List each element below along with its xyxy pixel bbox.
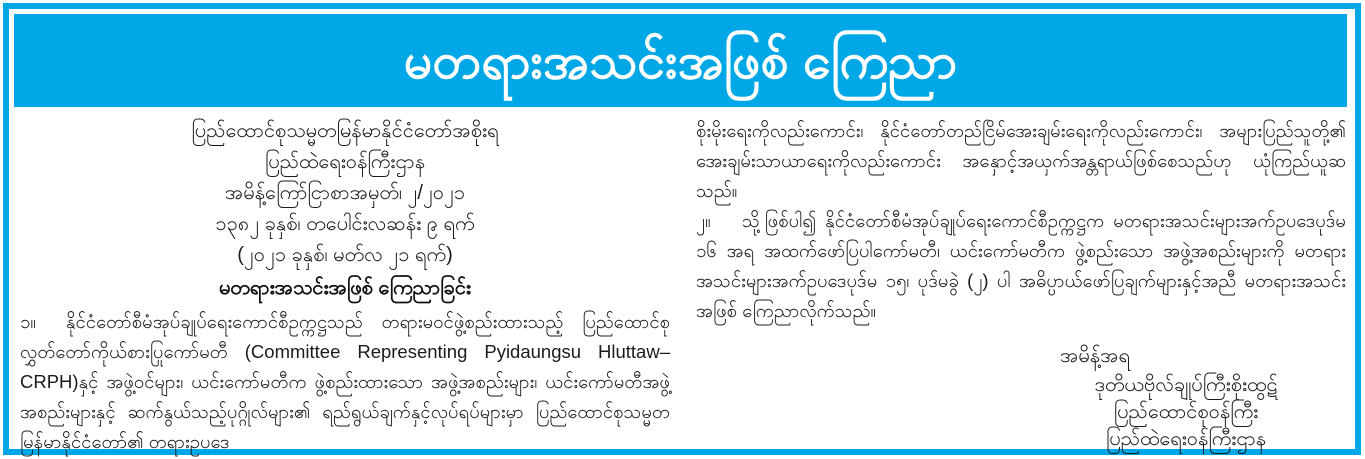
signatory-name: ဒုတိယဗိုလ်ချုပ်ကြီးစိုးထွဋ် xyxy=(1094,374,1278,396)
paragraph-1-number: ၁။ xyxy=(20,311,37,332)
gregorian-date-line: (၂၀၂၁ ခုနှစ်၊ မတ်လ ၂၁ ရက်) xyxy=(237,244,453,266)
subject-title: မတရားအသင်းအဖြစ် ကြေညာခြင်း xyxy=(218,277,472,299)
right-column xyxy=(696,116,1346,450)
signatory-ministry: ပြည်ထဲရေးဝန်ကြီးဌာန xyxy=(1105,428,1267,450)
headline-title: မတရားအသင်းအဖြစ် ကြေညာ xyxy=(403,32,958,89)
paragraph-2 xyxy=(696,206,1346,326)
by-order-label: အမိန့်အရ xyxy=(1060,345,1130,367)
ministry-name-line: ပြည်ထဲရေးဝန်ကြီးဌာန xyxy=(264,151,426,173)
government-name-line: ပြည်ထောင်စုသမ္မတမြန်မာနိုင်ငံတော်အစိုးရ xyxy=(191,120,499,142)
order-number-line: အမိန့်ကြော်ငြာစာအမှတ်၊ ၂/၂၀၂၁ xyxy=(224,182,466,204)
paragraph-1-continuation xyxy=(696,116,1346,206)
paragraph-1 xyxy=(20,307,670,457)
paragraph-1-text: နိုင်ငံတော်စီမံအုပ်ချုပ်ရေးကောင်စီဥက္ကဋ္ဌသည် တရားမဝင်ဖွဲ့စည်းထားသည့် ပြည်ထောင်စုလွှတ်တော်ကိုယ်စားပြုကော်မတီ (Committee Representing Pyidaungsu Hluttaw–CRPH)နှင့် အဖွဲ့ဝင်များ၊ ယင်းကော်မတီက ဖွဲ့စည်းထားသော အဖွဲ့အစည်းများ၊ ယင်းကော်မတီအဖွဲ့အစည်းများနှင့် ဆက်နွယ်သည့်ပုဂ္ဂိုလ်များ၏ ရည်ရွယ်ချက်နှင့်လုပ်ရပ်များမှာ ပြည်ထောင်စုသမ္မတမြန်မာနိုင်ငံတော်၏ တရားဥပဒေ xyxy=(20,311,670,452)
paragraph-2-number: ၂။ xyxy=(696,210,711,231)
signatory-title: ပြည်ထောင်စုဝန်ကြီး xyxy=(1113,401,1259,423)
paragraph-1-continuation-text: စိုးမိုးရေးကိုလည်းကောင်း၊ နိုင်ငံတော်တည်ငြိမ်အေးချမ်းရေးကိုလည်းကောင်း၊ အများပြည်သူတို့၏ အေးချမ်းသာယာရေးကိုလည်းကောင်း အနှောင့်အယှက်အန္တရာယ်ဖြစ်စေသည်ဟု ယုံကြည်ယူဆသည်။ xyxy=(696,120,1346,201)
headline-banner xyxy=(14,14,1347,107)
letterhead-block xyxy=(20,116,670,271)
document-columns xyxy=(20,116,1347,452)
paragraph-2-text: သို့ဖြစ်ပါ၍ နိုင်ငံတော်စီမံအုပ်ချုပ်ရေးကောင်စီဥက္ကဋ္ဌက မတရားအသင်းများအက်ဥပဒေပုဒ်မ ၁၆ အရ အထက်ဖော်ပြပါကော်မတီ၊ ယင်းကော်မတီက ဖွဲ့စည်းသော အဖွဲ့အစည်းများကို မတရားအသင်းများအက်ဥပဒေပုဒ်မ ၁၅၊ ပုဒ်မခွဲ (၂) ပါ အဓိပ္ပာယ်ဖော်ပြချက်များနှင့်အညီ မတရားအသင်းအဖြစ် ကြေညာလိုက်သည်။ xyxy=(696,210,1346,321)
myanmar-date-line: ၁၃၈၂ ခုနှစ်၊ တပေါင်းလဆန်း ၉ ရက် xyxy=(215,213,475,235)
signature-block xyxy=(1026,372,1346,453)
left-column xyxy=(20,116,670,452)
